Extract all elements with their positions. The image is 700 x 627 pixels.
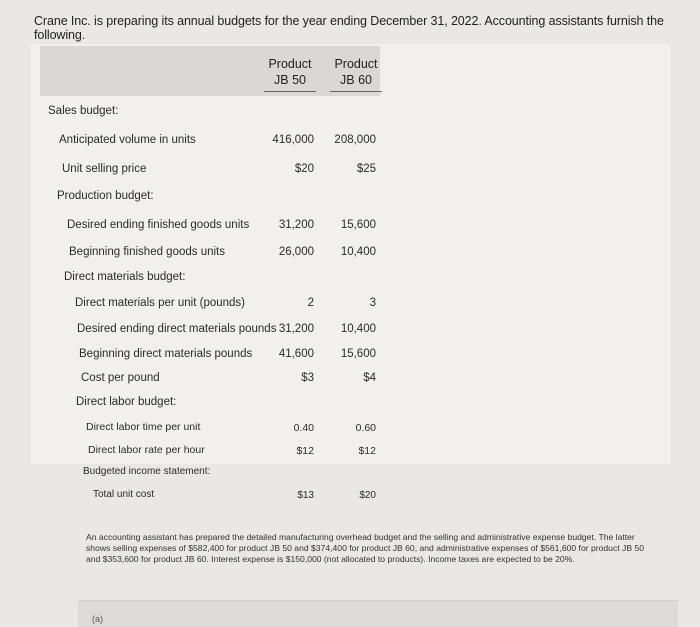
value-jb60: 208,000 (334, 134, 376, 146)
row-label-direct-labor-budget: Direct labor budget: (76, 396, 177, 408)
value-jb60: 0.60 (355, 422, 376, 434)
value-jb60: 3 (369, 297, 376, 309)
row-label-beginning-dm: Beginning direct materials pounds (79, 348, 253, 360)
value-jb60: 10,400 (340, 246, 376, 258)
row-label-sales-budget: Sales budget: (48, 105, 119, 117)
value-jb50: $12 (296, 445, 314, 457)
row-label-anticipated-volume: Anticipated volume in units (59, 134, 196, 146)
value-jb50: 26,000 (278, 246, 314, 258)
value-jb60: $25 (356, 163, 376, 175)
value-jb50: 31,200 (278, 219, 314, 231)
value-jb50: 2 (307, 297, 314, 309)
row-label-dm-per-unit: Direct materials per unit (pounds) (75, 297, 246, 309)
row-label-desired-ending-dm: Desired ending direct materials pounds (77, 323, 277, 335)
value-jb50: $13 (297, 490, 314, 501)
row-label-direct-materials-budget: Direct materials budget: (64, 271, 186, 283)
value-jb50: $20 (294, 163, 314, 175)
row-label-dl-time-per-unit: Direct labor time per unit (86, 421, 201, 433)
intro-text: Crane Inc. is preparing its annual budgets for the year ending December 31, 2022. Accounting assistants furnish the following. (34, 14, 664, 42)
row-label-budgeted-income-statement: Budgeted income statement: (83, 466, 211, 477)
part-label: (a) (92, 614, 103, 624)
header-underline (330, 91, 382, 92)
value-jb60: $4 (363, 372, 376, 384)
value-jb50: 0.40 (293, 422, 314, 434)
row-label-desired-ending-fg: Desired ending finished goods units (67, 219, 250, 231)
value-jb60: $12 (358, 445, 376, 457)
value-jb50: 416,000 (272, 134, 314, 146)
column-header-jb60: Product JB 60 (328, 56, 384, 92)
value-jb60: 15,600 (340, 348, 376, 360)
row-label-production-budget: Production budget: (57, 190, 154, 202)
row-label-total-unit-cost: Total unit cost (93, 489, 155, 500)
row-label-beginning-fg: Beginning finished goods units (69, 246, 226, 258)
column-header-jb50: Product JB 50 (262, 56, 318, 92)
answer-box[interactable] (78, 600, 678, 627)
value-jb50: 31,200 (278, 323, 314, 335)
value-jb50: $3 (301, 372, 314, 384)
value-jb60: $20 (359, 490, 376, 501)
note-paragraph: An accounting assistant has prepared the detailed manufacturing overhead budget and the selling and administrative expense budget. The latter shows selling expenses of $582,400 for product JB 50 and $374,400 for product JB 60, and administrative expenses of $561,600 for product JB 50 and $353,600 for product JB 60. Interest expense is $150,000 (not allocated to products). Income taxes are expected to be 20%. (86, 532, 644, 564)
value-jb60: 15,600 (340, 219, 376, 231)
row-label-cost-per-pound: Cost per pound (81, 372, 160, 384)
row-label-dl-rate: Direct labor rate per hour (88, 444, 205, 456)
value-jb50: 41,600 (278, 348, 314, 360)
row-label-unit-selling-price: Unit selling price (62, 163, 147, 175)
value-jb60: 10,400 (340, 323, 376, 335)
header-underline (264, 91, 316, 92)
